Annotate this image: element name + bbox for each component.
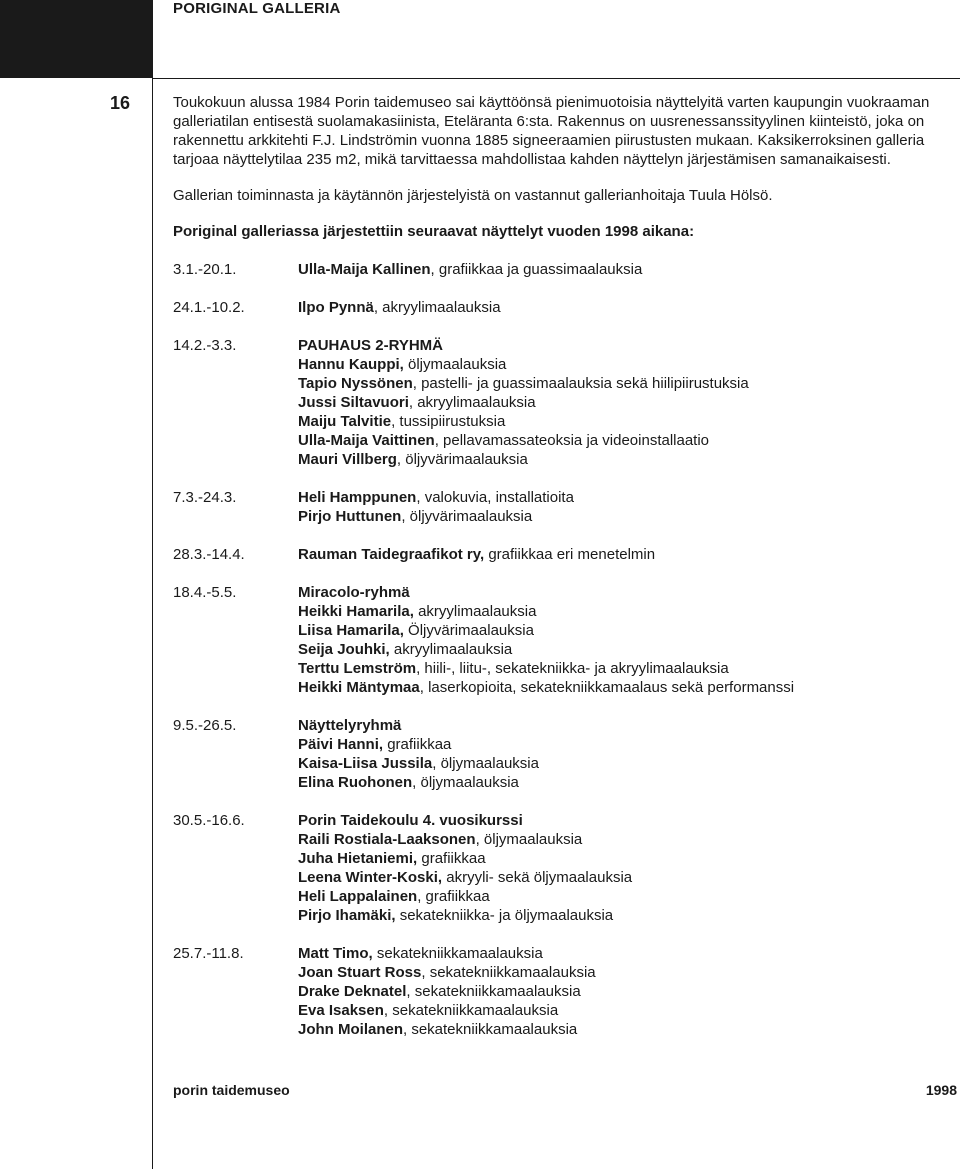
artwork-description: , öljymaalauksia [475,831,583,848]
artwork-description: akryylimaalauksia [413,603,537,620]
exhibition-artists [298,336,960,469]
exhibition-row [173,811,960,925]
artwork-description: Öljyvärimaalauksia [403,622,534,639]
artist-line [298,431,960,450]
header-black-block [0,0,153,78]
artist-line [298,393,960,412]
artist-line [298,659,960,678]
exhibition-row [173,944,960,1039]
artwork-description: akryyli- sekä öljymaalauksia [442,869,633,886]
artist-name: Matt Timo, [298,945,373,962]
exhibition-row [173,260,960,279]
artwork-description: grafiikkaa [417,850,486,867]
artist-name: Näyttelyryhmä [298,717,402,734]
exhibition-artists [298,298,960,317]
artist-line [298,868,960,887]
artwork-description: , grafiikkaa [417,888,490,905]
artist-name: Terttu Lemström [298,660,417,677]
artist-name: Rauman Taidegraafikot ry, [298,546,485,563]
artwork-description: , grafiikkaa ja guassimaalauksia [430,261,643,278]
artwork-description: , hiili-, liitu-, sekatekniikka- ja akryylimaalauksia [416,660,729,677]
artist-line [298,754,960,773]
artwork-description: , sekatekniikkamaalauksia [406,983,581,1000]
artist-name: Drake Deknatel [298,983,407,1000]
exhibition-date: 7.3.-24.3. [173,489,237,506]
artwork-description: , öljymaalauksia [432,755,539,772]
exhibition-artists [298,811,960,925]
artwork-description: , öljyvärimaalauksia [401,508,533,525]
exhibition-date: 9.5.-26.5. [173,717,237,734]
artist-name: Mauri Villberg [298,451,397,468]
exhibition-date: 25.7.-11.8. [173,945,244,962]
exhibition-date: 30.5.-16.6. [173,812,245,829]
footer-publisher: porin taidemuseo [173,1082,290,1098]
artwork-description: sekatekniikka- ja öljymaalauksia [395,907,614,924]
artwork-description: , akryylimaalauksia [408,394,536,411]
exhibition-list [173,260,960,1039]
exhibition-row [173,545,960,564]
exhibition-date: 28.3.-14.4. [173,546,245,563]
exhibition-row [173,336,960,469]
exhibition-artists [298,583,960,697]
artist-line [298,412,960,431]
exhibition-date: 14.2.-3.3. [173,337,237,354]
artwork-description: , pellavamassateoksia ja videoinstallaatio [434,432,710,449]
exhibitions-heading: Poriginal galleriassa järjestettiin seuraavat näyttelyt vuoden 1998 aikana: [173,223,695,240]
artwork-description: , pastelli- ja guassimaalauksia sekä hiilipiirustuksia [412,375,749,392]
article-body [173,93,960,1039]
artist-name: Eva Isaksen [298,1002,384,1019]
artist-name: Tapio Nyssönen [298,375,413,392]
artist-line [298,1020,960,1039]
exhibition-date: 18.4.-5.5. [173,584,237,601]
exhibition-artists [298,944,960,1039]
exhibition-artists [298,545,960,564]
artwork-description: , sekatekniikkamaalauksia [403,1021,578,1038]
artist-name: Elina Ruohonen [298,774,413,791]
artist-line [298,944,960,963]
page-header-title: PORIGINAL GALLERIA [173,0,341,17]
artist-name: Kaisa-Liisa Jussila [298,755,433,772]
artist-line [298,773,960,792]
artwork-description: , akryylimaalauksia [373,299,501,316]
artist-name: Heli Lappalainen [298,888,418,905]
exhibition-row [173,298,960,317]
artist-name: Maiju Talvitie [298,413,392,430]
exhibition-row [173,488,960,526]
artist-name: Liisa Hamarila, [298,622,404,639]
artist-line [298,906,960,925]
exhibition-row [173,583,960,697]
page-number: 16 [110,93,131,113]
artist-line [298,887,960,906]
artist-line [298,621,960,640]
artist-name: Seija Jouhki, [298,641,390,658]
intro-paragraph: Toukokuun alussa 1984 Porin taidemuseo sai käyttöönsä pienimuotoisia näyttelyitä varten kaupungin vuokraaman galleriatilan entisestä suolamakasiinista, Eteläranta 6:sta. Rakennus on uusrenessanssityylinen kiinteistö, joka on rakennettu arkkitehti F.J. Lindströmin vuonna 1885 signeeraamien piirustusten mukaan. Kaksikerroksinen galleria tarjoaa näyttelytilaa 235 m2, mikä tarvittaessa mahdollistaa kahden näyttelyn järjestämisen samanaikaisesti. [173,94,930,168]
artist-name: Leena Winter-Koski, [298,869,443,886]
artist-line [298,1001,960,1020]
artwork-description: , öljyvärimaalauksia [396,451,528,468]
artist-line [298,640,960,659]
artwork-description: , valokuvia, installatioita [416,489,574,506]
artist-line [298,260,960,279]
artist-name: John Moilanen [298,1021,403,1038]
artwork-description: , laserkopioita, sekatekniikkamaalaus sekä performanssi [419,679,795,696]
exhibition-artists [298,716,960,792]
left-margin-rule [152,78,153,1169]
artist-name: Raili Rostiala-Laaksonen [298,831,476,848]
exhibition-artists [298,260,960,279]
artist-name: Joan Stuart Ross [298,964,422,981]
artwork-description: , tussipiirustuksia [391,413,506,430]
artist-name: Heikki Mäntymaa [298,679,420,696]
artist-line [298,735,960,754]
artist-line [298,811,960,830]
artist-name: Ulla-Maija Vaittinen [298,432,435,449]
artwork-description: , sekatekniikkamaalauksia [421,964,596,981]
artist-line [298,849,960,868]
artist-line [298,507,960,526]
artist-line [298,716,960,735]
artist-name: Heli Hamppunen [298,489,417,506]
artist-name: Heikki Hamarila, [298,603,414,620]
artist-line [298,678,960,697]
artist-name: Juha Hietaniemi, [298,850,418,867]
artwork-description: , öljymaalauksia [412,774,519,791]
artwork-description: sekatekniikkamaalauksia [372,945,543,962]
artist-name: Päivi Hanni, [298,736,384,753]
artwork-description: grafiikkaa eri menetelmin [484,546,656,563]
header-rule [153,22,960,79]
artist-line [298,488,960,507]
artist-name: Jussi Siltavuori [298,394,409,411]
artist-line [298,830,960,849]
exhibition-artists [298,488,960,526]
artist-line [298,355,960,374]
exhibition-date: 24.1.-10.2. [173,299,245,316]
artwork-description: grafiikkaa [383,736,452,753]
artist-line [298,545,960,564]
artist-name: Ilpo Pynnä [298,299,374,316]
artwork-description: akryylimaalauksia [389,641,513,658]
artist-line [298,583,960,602]
artist-name: Porin Taidekoulu 4. vuosikurssi [298,812,523,829]
artist-line [298,336,960,355]
artist-line [298,963,960,982]
exhibition-row [173,716,960,792]
artist-name: Hannu Kauppi, [298,356,404,373]
artist-name: Miracolo-ryhmä [298,584,410,601]
artist-line [298,298,960,317]
contact-paragraph: Gallerian toiminnasta ja käytännön järjestelyistä on vastannut gallerianhoitaja Tuula Hölsö. [173,187,773,204]
artist-name: Ulla-Maija Kallinen [298,261,431,278]
artist-line [298,982,960,1001]
artist-line [298,450,960,469]
artist-name: Pirjo Ihamäki, [298,907,396,924]
artist-name: Pirjo Huttunen [298,508,402,525]
artist-line [298,602,960,621]
artwork-description: öljymaalauksia [403,356,507,373]
exhibition-date: 3.1.-20.1. [173,261,237,278]
artist-line [298,374,960,393]
footer-year: 1998 [925,1082,957,1098]
artist-name: PAUHAUS 2-RYHMÄ [298,337,444,354]
artwork-description: , sekatekniikkamaalauksia [383,1002,559,1019]
